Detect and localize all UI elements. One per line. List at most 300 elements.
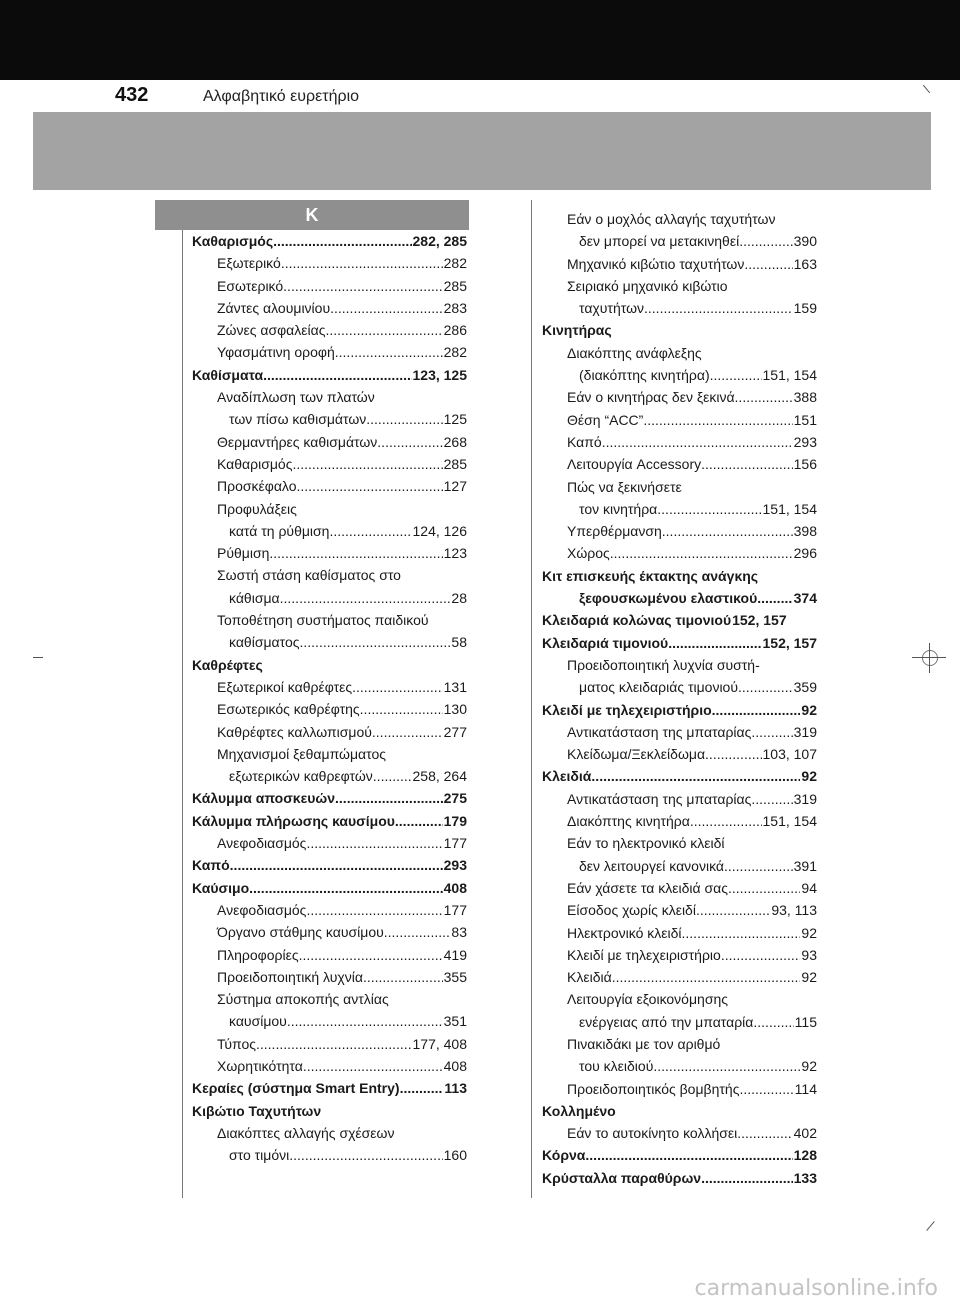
index-entry-text: Σύστημα αποκοπής αντλίας <box>217 991 389 1008</box>
index-entry <box>192 676 467 698</box>
index-entry <box>192 319 467 341</box>
index-entry-text: Ρύθμιση <box>217 545 270 562</box>
index-entry <box>542 1011 817 1033</box>
index-entry <box>542 1100 817 1122</box>
index-entry-page: 152, 157 <box>762 634 817 651</box>
watermark: carmanualsonline.info <box>694 1276 938 1301</box>
index-entry-text: Διακόπτης ανάφλεξης <box>567 344 702 361</box>
dot-leader <box>352 676 443 698</box>
index-entry-text: ξεφουσκωμένου ελαστικού <box>579 590 758 607</box>
index-entry <box>542 676 817 698</box>
index-entry-page: 351 <box>443 1013 467 1030</box>
dot-leader <box>662 520 793 542</box>
index-entry-text: Εάν χάσετε τα κλειδιά σας <box>567 879 728 896</box>
index-entry-text: Υπερθέρμανση <box>567 523 662 540</box>
index-entry <box>542 788 817 810</box>
index-entry <box>192 1077 467 1099</box>
index-entry <box>192 832 467 854</box>
index-entry <box>542 386 817 408</box>
dot-leader <box>230 854 443 876</box>
dot-leader <box>710 364 762 386</box>
index-entry-page: 398 <box>793 523 817 540</box>
dot-leader <box>653 1055 800 1077</box>
dot-leader <box>657 498 761 520</box>
dot-leader <box>287 1010 443 1032</box>
index-entry-page: 419 <box>443 946 467 963</box>
index-entry-text: Εξωτερικό <box>217 255 281 272</box>
dot-leader <box>612 966 801 988</box>
index-entry-text: στο τιμόνι <box>229 1147 290 1164</box>
index-entry-text: Θερμαντήρες καθισμάτων <box>217 433 378 450</box>
index-entry-page: 113 <box>444 1080 467 1097</box>
index-entry-page: 355 <box>443 968 467 985</box>
index-entry-page: 156 <box>793 456 817 473</box>
dot-leader <box>751 721 792 743</box>
page-number: 432 <box>115 84 149 106</box>
index-entry-text: Κλειδί με τηλεχειριστήριο <box>567 946 721 963</box>
index-entry-text: Διακόπτης κινητήρα <box>567 813 690 830</box>
index-entry-text: Ηλεκτρονικό κλειδί <box>567 924 682 941</box>
dot-leader <box>644 297 793 319</box>
crop-mark-bottom-right <box>926 1221 934 1231</box>
index-entry-text: κατά τη ρύθμιση <box>229 522 330 539</box>
index-entry-text: του κλειδιού <box>579 1058 654 1075</box>
index-entry-text: Αντικατάσταση της μπαταρίας <box>567 790 752 807</box>
index-entry-page: 130 <box>443 701 467 718</box>
dot-leader <box>753 1011 793 1033</box>
index-entry-text: Κινητήρας <box>542 322 612 339</box>
index-entry-text: τον κινητήρα <box>579 500 658 517</box>
index-entry <box>192 966 467 988</box>
index-entry-text: Σειριακό μηχανικό κιβώτιο <box>567 277 728 294</box>
index-entry-text: Εάν το αυτοκίνητο κολλήσει <box>567 1125 738 1142</box>
index-entry <box>192 252 467 274</box>
index-entry-text: Πληροφορίες <box>217 946 299 963</box>
index-entry-text: Χώρος <box>567 545 610 562</box>
index-entry-page: 359 <box>793 679 817 696</box>
crop-mark-right-v <box>929 643 930 673</box>
dot-leader <box>643 409 792 431</box>
index-entry <box>542 765 817 787</box>
dot-leader <box>738 676 793 698</box>
index-entry <box>192 721 467 743</box>
index-entry-text: ματος κλειδαριάς τιμονιού <box>579 679 739 696</box>
index-entry-page: 282 <box>443 255 467 272</box>
index-entry-text: καυσίμου <box>229 1013 287 1030</box>
dot-leader <box>585 1144 792 1166</box>
index-entry-page: 179 <box>443 812 467 829</box>
index-entry-text: Μηχανικό κιβώτιο ταχυτήτων <box>567 255 745 272</box>
index-entry <box>192 408 467 430</box>
index-entry <box>542 699 817 721</box>
index-entry <box>192 1033 467 1055</box>
dot-leader <box>306 899 442 921</box>
index-entry <box>542 944 817 966</box>
dot-leader <box>395 810 443 832</box>
index-entry-text: Καθρέφτες <box>192 656 263 673</box>
index-entry-text: Εσωτερικός καθρέφτης <box>217 701 360 718</box>
index-entry <box>542 988 817 1010</box>
index-entry-page: 127 <box>443 478 467 495</box>
dot-leader <box>721 944 801 966</box>
dot-leader <box>739 1078 793 1100</box>
index-entry <box>192 587 467 609</box>
index-entry-page: 391 <box>793 857 817 874</box>
index-column-right <box>542 208 817 1189</box>
dot-leader <box>366 408 442 430</box>
index-entry-text: Σωστή στάση καθίσματος στο <box>217 567 401 584</box>
index-entry-text: Καθαρισμός <box>217 455 293 472</box>
dot-leader <box>281 252 443 274</box>
index-entry-text: Εάν το ηλεκτρονικό κλειδί <box>567 835 725 852</box>
index-entry <box>192 431 467 453</box>
index-entry <box>542 498 817 520</box>
index-entry <box>542 1033 817 1055</box>
dot-leader <box>256 1033 412 1055</box>
dot-leader <box>728 877 800 899</box>
index-entry <box>542 453 817 475</box>
index-entry-page: 58 <box>451 634 467 651</box>
index-entry-text: Αναδίπλωση των πλατών <box>217 389 375 406</box>
index-entry-page: 124, 126 <box>412 522 467 539</box>
index-entry <box>192 498 467 520</box>
index-entry <box>192 564 467 586</box>
index-entry <box>192 899 467 921</box>
index-entry <box>192 1055 467 1077</box>
index-entry-page: 293 <box>443 857 467 874</box>
index-entry-text: Προφυλάξεις <box>217 500 297 517</box>
index-entry-text: Προσκέφαλο <box>217 478 297 495</box>
index-entry-page: 93, 113 <box>771 902 817 919</box>
dot-leader <box>696 899 770 921</box>
index-entry-text: Καθαρισμός <box>192 233 274 249</box>
index-entry <box>542 431 817 453</box>
index-entry <box>192 877 467 899</box>
dot-leader <box>690 810 762 832</box>
index-entry <box>542 922 817 944</box>
index-entry-text: καθίσματος <box>229 634 300 651</box>
index-entry <box>542 476 817 498</box>
index-entry-text: ενέργειας από την μπαταρία <box>579 1013 754 1030</box>
index-entry-text: Καθρέφτες καλλωπισμού <box>217 723 372 740</box>
index-entry-page: 282, 285 <box>412 233 467 249</box>
index-entry-text: Προειδοποιητικός βομβητής <box>567 1080 740 1097</box>
index-entry-text: εξωτερικών καθρεφτών <box>229 768 373 785</box>
index-entry-page: 177, 408 <box>412 1035 467 1052</box>
index-entry <box>192 542 467 564</box>
dot-leader <box>377 431 442 453</box>
index-entry-page: 133 <box>793 1169 817 1186</box>
index-entry-text: Κλείδωμα/Ξεκλείδωμα <box>567 746 706 763</box>
header-band <box>33 80 931 112</box>
index-entry-text: Κόρνα <box>542 1147 586 1164</box>
index-entry <box>542 899 817 921</box>
index-entry-page: 408 <box>443 1057 467 1074</box>
index-entry <box>192 1100 467 1122</box>
index-entry-text: Υφασμάτινη οροφή <box>217 344 335 361</box>
index-entry <box>542 253 817 275</box>
index-entry-text: Τοποθέτηση συστήματος παιδικού <box>217 612 429 629</box>
index-entry-text: Ανεφοδιασμός <box>217 835 307 852</box>
index-entry <box>192 364 467 386</box>
index-entry-page: 159 <box>793 300 817 317</box>
index-entry-text: Κλειδαριά τιμονιού <box>542 634 669 651</box>
index-entry-page: 293 <box>793 433 817 450</box>
dot-leader <box>751 788 792 810</box>
index-entry-page: 83 <box>451 924 467 941</box>
index-entry-page: 390 <box>793 233 817 250</box>
index-entry <box>192 787 467 809</box>
index-entry <box>192 765 467 787</box>
dot-leader <box>372 721 443 743</box>
index-entry <box>192 609 467 631</box>
section-letter-bar: Κ <box>155 200 469 230</box>
dot-leader <box>292 453 442 475</box>
index-entry-text: Κρύσταλλα παραθύρων <box>542 1169 702 1186</box>
index-entry-page: 151, 154 <box>762 813 817 830</box>
index-entry-page: 402 <box>793 1125 817 1142</box>
index-entry-page: 277 <box>443 723 467 740</box>
index-entry-page: 160 <box>443 1147 467 1164</box>
index-entry-page: 92 <box>801 701 817 718</box>
index-entry-text: Αντικατάσταση της μπαταρίας <box>567 723 752 740</box>
index-entry-page: 123, 125 <box>412 366 467 383</box>
index-entry-text: Προειδοποιητική λυχνία συστή- <box>567 656 760 673</box>
index-entry-page: 319 <box>793 723 817 740</box>
index-entry <box>542 342 817 364</box>
index-entry-text: Κάλυμμα αποσκευών <box>192 790 336 807</box>
index-entry <box>192 921 467 943</box>
dot-leader <box>299 944 443 966</box>
index-entry <box>192 988 467 1010</box>
index-entry <box>542 409 817 431</box>
dot-leader <box>384 921 451 943</box>
dot-leader <box>668 632 761 654</box>
index-entry-text: Κλειδιά <box>542 768 592 785</box>
dot-leader <box>303 1055 443 1077</box>
index-entry <box>542 565 817 587</box>
index-entry <box>542 632 817 654</box>
index-entry <box>542 1144 817 1166</box>
dot-leader <box>280 587 451 609</box>
registration-mark-right <box>922 650 938 666</box>
index-entry <box>542 654 817 676</box>
index-entry <box>542 230 817 252</box>
index-entry <box>192 654 467 676</box>
index-entry-text: Κιβώτιο Ταχυτήτων <box>192 1102 322 1119</box>
index-entry <box>542 966 817 988</box>
dot-leader <box>682 922 801 944</box>
index-entry-page: 128 <box>793 1147 817 1164</box>
index-entry <box>192 698 467 720</box>
index-entry-text: Ζώνες ασφαλείας <box>217 322 326 339</box>
index-entry <box>192 453 467 475</box>
dot-leader <box>705 743 761 765</box>
index-entry-page: 282 <box>443 344 467 361</box>
index-entry-page: 93 <box>801 946 817 963</box>
index-entry <box>542 364 817 386</box>
index-entry-text: Καπό <box>192 857 230 874</box>
index-entry <box>192 944 467 966</box>
dot-leader <box>300 631 451 653</box>
index-entry <box>542 877 817 899</box>
index-entry-page: 92 <box>801 1058 817 1075</box>
top-black-bar <box>0 0 960 80</box>
dot-leader <box>400 1077 444 1099</box>
index-entry-text: Προειδοποιητική λυχνία <box>217 968 363 985</box>
page-title: Αλφαβητικό ευρετήριο <box>203 88 360 105</box>
index-entry <box>192 475 467 497</box>
index-entry <box>542 587 817 609</box>
dot-leader <box>360 698 443 720</box>
index-entry-page: 115 <box>794 1013 817 1030</box>
index-entry-text: Διακόπτες αλλαγής σχέσεων <box>217 1124 395 1141</box>
index-entry-text: Κάλυμμα πλήρωσης καυσίμου <box>192 812 395 829</box>
index-entry-page: 131 <box>443 678 467 695</box>
dot-leader <box>283 275 442 297</box>
index-entry-page: 374 <box>793 590 817 607</box>
dot-leader <box>289 1144 442 1166</box>
index-entry-page: 258, 264 <box>412 768 467 785</box>
index-entry-page: 125 <box>443 411 467 428</box>
dot-leader <box>735 386 793 408</box>
index-entry <box>192 743 467 765</box>
index-entry-text: Κλειδαριά κολώνας τιμονιού <box>542 612 732 629</box>
index-entry-text: (διακόπτης κινητήρα) <box>579 367 710 384</box>
index-entry-page: 319 <box>793 790 817 807</box>
index-entry-text: Κιτ επισκευής έκτακτης ανάγκης <box>542 567 759 584</box>
index-entry <box>542 1078 817 1100</box>
index-entry-text: Ανεφοδιασμός <box>217 901 307 918</box>
index-entry <box>542 319 817 341</box>
dot-leader <box>263 364 411 386</box>
dot-leader <box>306 832 442 854</box>
index-entry-text: Πώς να ξεκινήσετε <box>567 478 682 495</box>
dot-leader <box>373 765 412 787</box>
dot-leader <box>701 453 793 475</box>
index-entry-page: 151, 154 <box>762 500 817 517</box>
index-entry <box>192 1144 467 1166</box>
index-entry-text: Κεραίες (σύστημα Smart Entry) <box>192 1080 400 1097</box>
index-entry-page: 151, 154 <box>762 367 817 384</box>
index-entry-text: Λειτουργία εξοικονόμησης <box>567 991 728 1008</box>
index-entry-text: Κλειδιά <box>567 969 612 986</box>
index-entry-text: Εσωτερικό <box>217 277 284 294</box>
index-entry-page: 275 <box>443 790 467 807</box>
dot-leader <box>724 855 793 877</box>
center-column-rule <box>531 200 532 1198</box>
dot-leader <box>739 230 792 252</box>
dot-leader <box>744 253 792 275</box>
index-entry <box>192 275 467 297</box>
index-entry-text: των πίσω καθισμάτων <box>229 411 367 428</box>
index-entry-page: 268 <box>443 433 467 450</box>
index-entry-text: ταχυτήτων <box>579 300 645 317</box>
index-entry <box>192 230 467 252</box>
index-entry-text: Εάν ο κινητήρας δεν ξεκινά <box>567 389 735 406</box>
index-entry-text: Κολλημένο <box>542 1102 616 1119</box>
crop-mark-left <box>33 657 43 658</box>
dot-leader <box>335 787 443 809</box>
index-entry-page: 163 <box>793 255 817 272</box>
dot-leader <box>610 542 793 564</box>
index-entry-text: Θέση “ACC” <box>567 411 644 428</box>
index-entry-text: Καθίσματα <box>192 366 264 383</box>
index-entry-text: Κλειδί με τηλεχειριστήριο <box>542 701 712 718</box>
index-entry-page: 94 <box>801 879 817 896</box>
index-entry-text: Ζάντες αλουμινίου <box>217 299 331 316</box>
index-entry-page: 388 <box>793 389 817 406</box>
index-entry-page: 92 <box>801 768 817 785</box>
index-entry-page: 296 <box>793 545 817 562</box>
index-entry-text: Χωρητικότητα <box>217 1057 303 1074</box>
index-entry-page: 283 <box>443 299 467 316</box>
index-entry <box>192 386 467 408</box>
index-entry <box>542 855 817 877</box>
index-entry <box>192 297 467 319</box>
dot-leader <box>757 587 792 609</box>
index-entry-page: 152, 157 <box>732 612 787 629</box>
index-entry-page: 103, 107 <box>762 746 817 763</box>
dot-leader <box>269 542 442 564</box>
index-entry-text: Μηχανισμοί ξεθαμπώματος <box>217 745 386 762</box>
index-entry <box>192 631 467 653</box>
index-entry-text: Εξωτερικοί καθρέφτες <box>217 678 353 695</box>
index-entry <box>542 1122 817 1144</box>
index-entry-text: δεν μπορεί να μετακινηθεί <box>579 233 740 250</box>
index-entry-text: Εάν ο μοχλός αλλαγής ταχυτήτων <box>567 211 776 227</box>
index-entry-page: 123 <box>443 545 467 562</box>
index-entry-text: Τύπος <box>217 1035 256 1052</box>
index-entry <box>542 1055 817 1077</box>
index-entry <box>542 520 817 542</box>
index-entry-page: 92 <box>801 924 817 941</box>
dot-leader <box>363 966 443 988</box>
index-entry <box>192 520 467 542</box>
index-entry <box>542 609 817 631</box>
dot-leader <box>330 297 443 319</box>
index-entry-page: 28 <box>451 589 467 606</box>
index-entry-text: Λειτουργία Accessory <box>567 456 702 473</box>
index-entry-page: 114 <box>794 1080 817 1097</box>
index-entry <box>542 542 817 564</box>
dot-leader <box>712 699 801 721</box>
dot-leader <box>737 1122 792 1144</box>
index-entry <box>542 1167 817 1189</box>
index-entry <box>542 297 817 319</box>
dot-leader <box>249 877 443 899</box>
dot-leader <box>602 431 793 453</box>
index-entry-text: Πινακιδάκι με τον αριθμό <box>567 1035 721 1052</box>
index-entry-page: 285 <box>443 277 467 294</box>
left-column-rule <box>182 230 183 1198</box>
index-entry-page: 177 <box>443 835 467 852</box>
dot-leader <box>325 319 442 341</box>
index-entry <box>542 832 817 854</box>
index-entry-text: δεν λειτουργεί κανονικά <box>579 857 724 874</box>
index-entry <box>542 810 817 832</box>
index-entry <box>542 743 817 765</box>
index-entry <box>542 275 817 297</box>
index-entry-page: 285 <box>443 455 467 472</box>
index-entry-text: Είσοδος χωρίς κλειδί <box>567 902 696 919</box>
index-entry <box>192 341 467 363</box>
dot-leader <box>329 520 411 542</box>
index-entry <box>192 854 467 876</box>
index-entry-page: 286 <box>443 322 467 339</box>
index-entry-text: Όργανο στάθμης καυσίμου <box>217 924 384 941</box>
index-column-left <box>192 230 467 1166</box>
